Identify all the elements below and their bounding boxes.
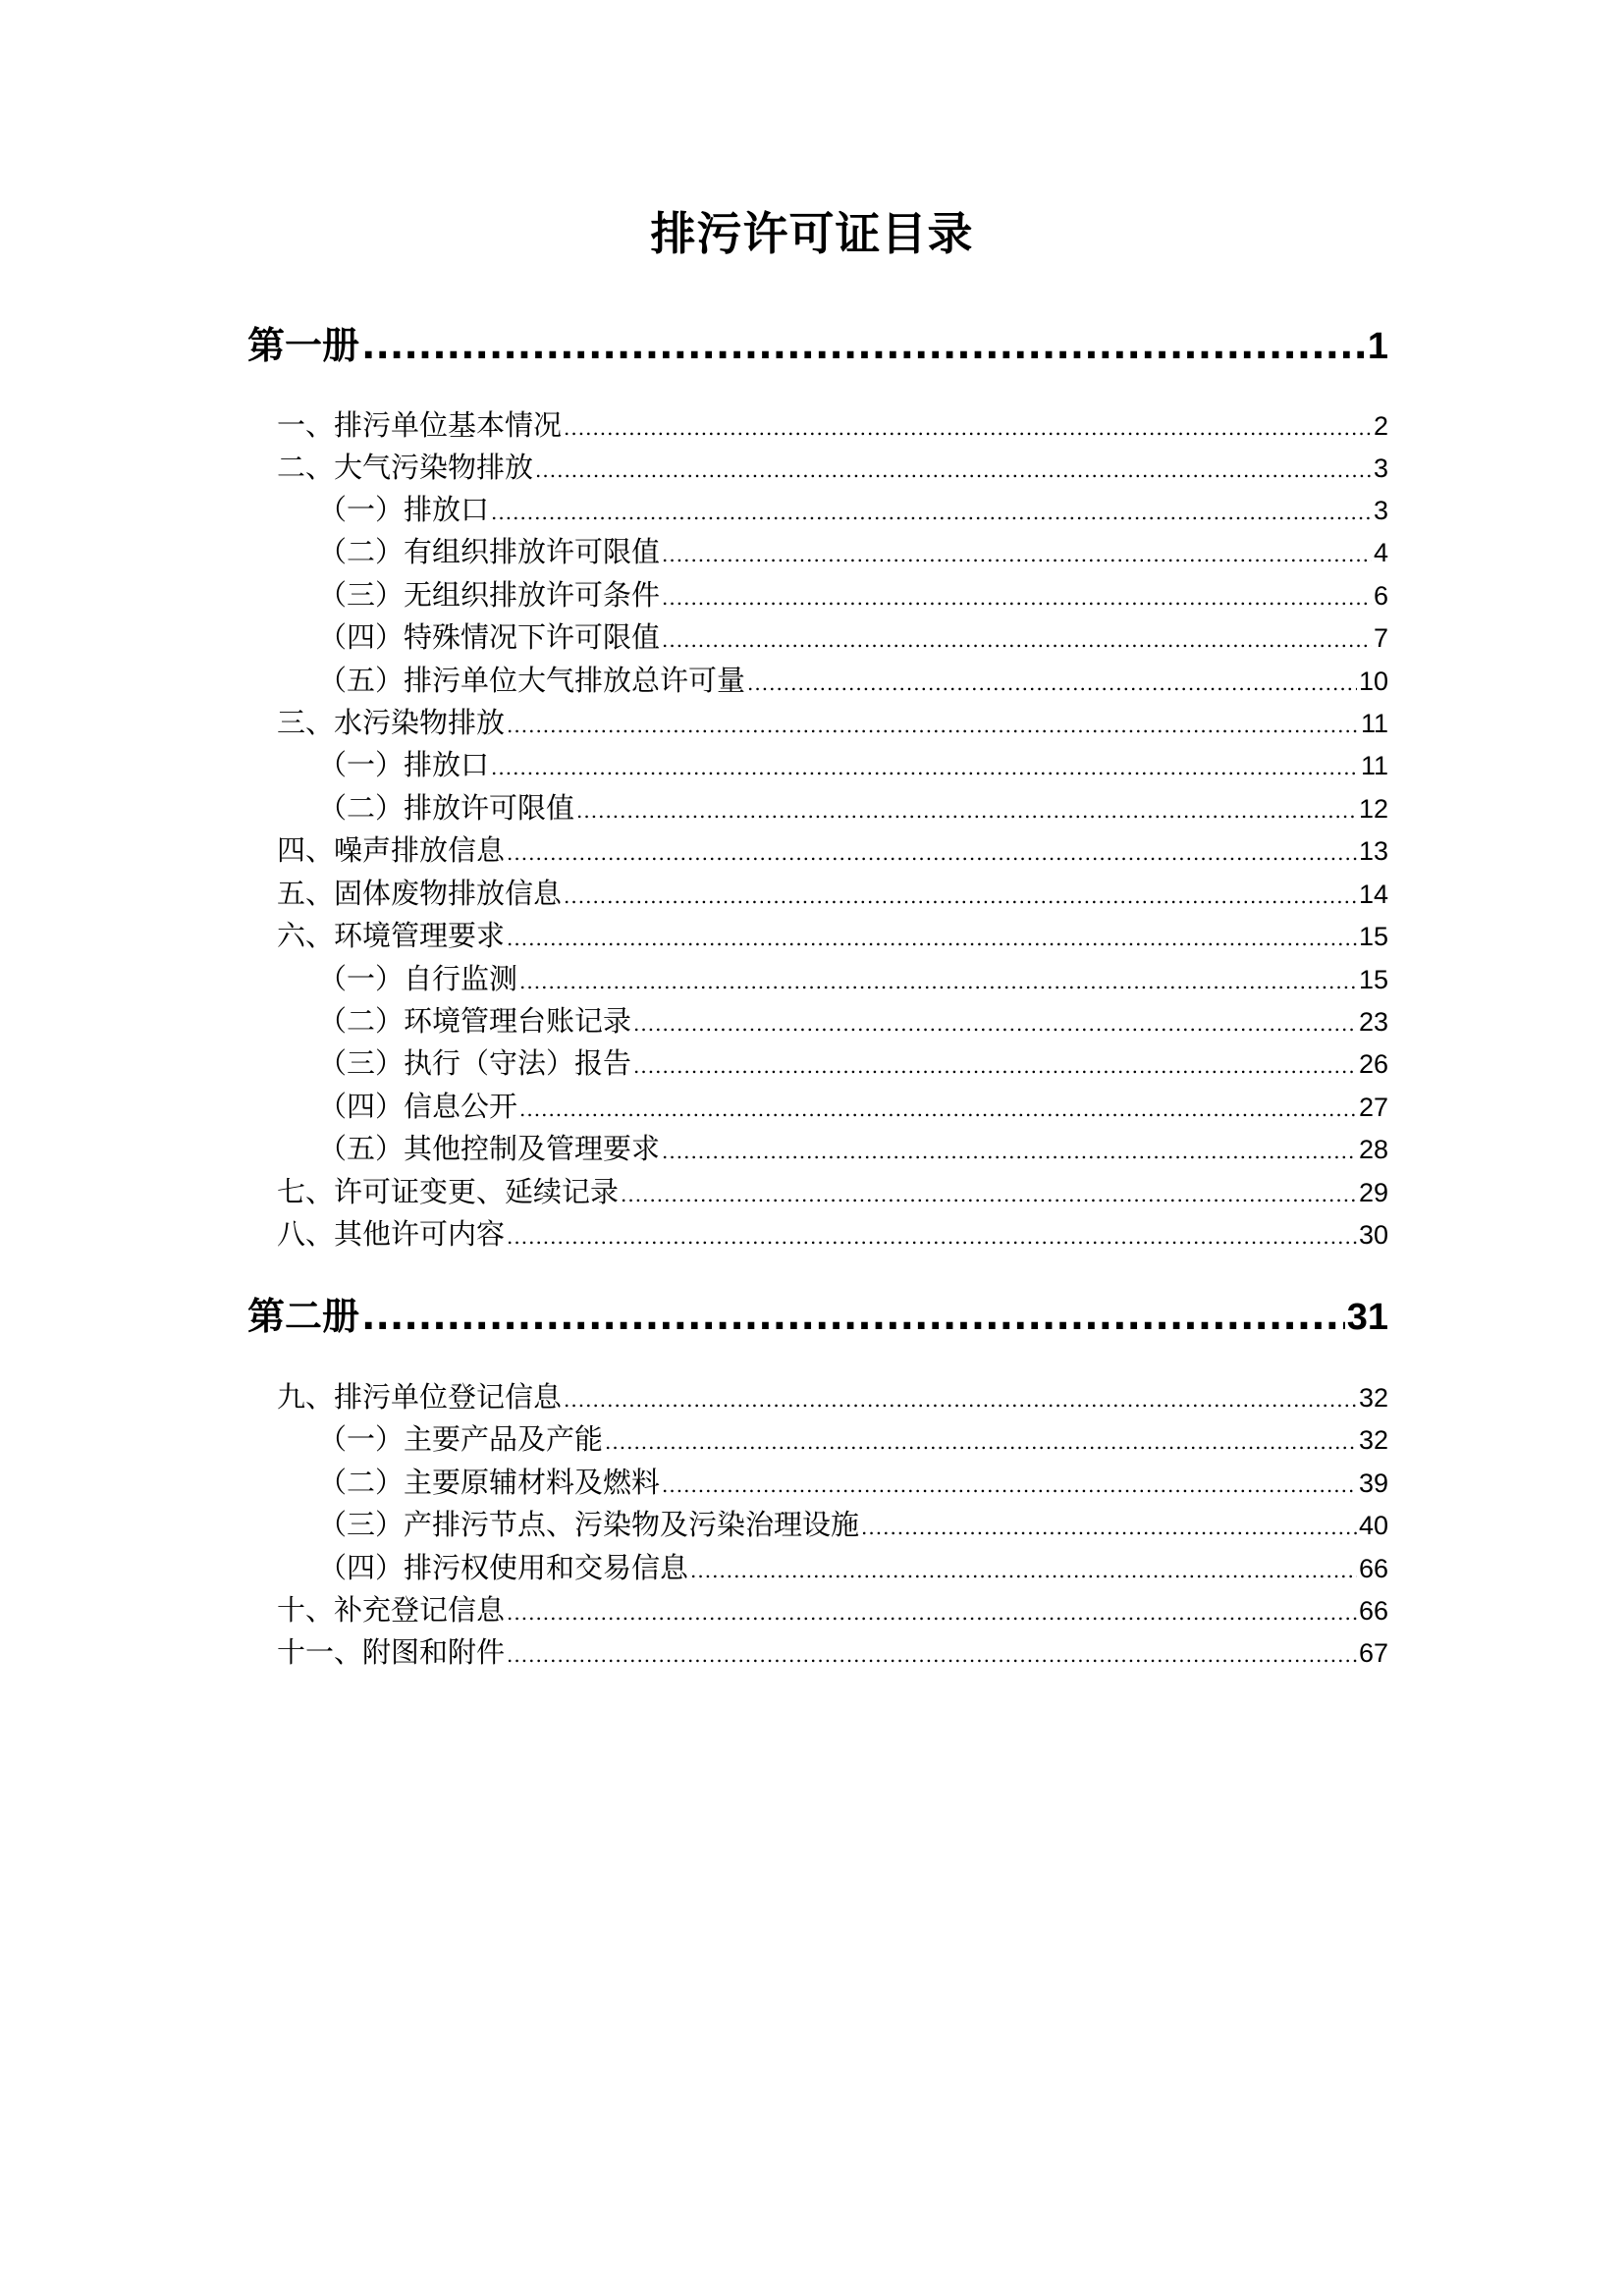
toc-page-number: 29 xyxy=(1358,1178,1388,1207)
toc-leader xyxy=(662,535,1372,574)
toc-leader xyxy=(507,706,1359,745)
toc-leader xyxy=(564,1380,1357,1419)
toc-page-number: 12 xyxy=(1358,794,1388,824)
toc-leader xyxy=(361,1292,1345,1341)
toc-entry-label: （五）排污单位大气排放总许可量 xyxy=(318,664,746,697)
toc-entry-label: 五、固体废物排放信息 xyxy=(277,877,563,910)
toc-entry-label: （三）无组织排放许可条件 xyxy=(318,578,661,612)
toc-entry[interactable] xyxy=(247,916,1388,958)
toc-entry-label: （二）有组织排放许可限值 xyxy=(318,535,661,568)
toc-leader xyxy=(605,1422,1357,1462)
toc-entry-label: 十、补充登记信息 xyxy=(277,1593,506,1627)
toc-entry-label: 四、噪声排放信息 xyxy=(277,833,506,867)
toc-entry-label: （二）主要原辅材料及燃料 xyxy=(318,1466,661,1499)
toc-leader xyxy=(690,1551,1357,1590)
toc-entry[interactable] xyxy=(247,703,1388,745)
toc-page-number: 10 xyxy=(1358,667,1388,696)
toc-leader xyxy=(491,748,1359,787)
toc-entry-label: （三）产排污节点、污染物及污染治理设施 xyxy=(318,1508,860,1541)
toc-entry-label: 二、大气污染物排放 xyxy=(277,451,534,484)
toc-entry-label: （一）排放口 xyxy=(318,493,490,526)
toc-page-number: 3 xyxy=(1373,496,1388,525)
toc-entry[interactable] xyxy=(247,745,1388,787)
toc-leader xyxy=(564,408,1372,448)
toc-leader xyxy=(633,1046,1357,1086)
toc-entry-label: 十一、附图和附件 xyxy=(277,1635,506,1669)
toc-page-number: 6 xyxy=(1373,581,1388,611)
toc-entry[interactable] xyxy=(247,405,1388,448)
toc-entry[interactable] xyxy=(247,1214,1388,1256)
toc-page-number: 1 xyxy=(1367,326,1388,367)
toc-volume-label: 第二册 xyxy=(247,1295,360,1338)
toc-page-number: 66 xyxy=(1358,1596,1388,1626)
toc-page-number: 13 xyxy=(1358,836,1388,866)
toc-entry-label: （二）排放许可限值 xyxy=(318,791,575,825)
toc-page-number: 30 xyxy=(1358,1220,1388,1250)
toc-entry[interactable] xyxy=(247,661,1388,703)
toc-entry-label: 八、其他许可内容 xyxy=(277,1217,506,1251)
toc-page-number: 27 xyxy=(1358,1093,1388,1122)
toc-entry[interactable] xyxy=(247,448,1388,490)
toc-entry[interactable] xyxy=(247,959,1388,1001)
toc-leader xyxy=(662,1466,1357,1505)
toc-entry-label: 九、排污单位登记信息 xyxy=(277,1380,563,1414)
toc-page-number: 32 xyxy=(1358,1383,1388,1413)
toc-leader xyxy=(564,877,1357,916)
toc-leader xyxy=(507,1635,1357,1675)
toc-page-number: 2 xyxy=(1373,411,1388,441)
toc-leader xyxy=(491,493,1372,532)
toc-leader xyxy=(519,962,1357,1001)
toc-leader xyxy=(507,1593,1357,1632)
toc-leader xyxy=(535,451,1372,490)
toc-page-number: 4 xyxy=(1373,538,1388,567)
page-title: 排污许可证目录 xyxy=(650,207,974,260)
toc-entry-label: （一）主要产品及产能 xyxy=(318,1422,604,1456)
toc-entry[interactable] xyxy=(247,788,1388,830)
toc-leader xyxy=(662,578,1372,617)
toc-page-number: 66 xyxy=(1358,1554,1388,1583)
toc-entry-label: （一）自行监测 xyxy=(318,962,518,995)
toc-page-number: 67 xyxy=(1358,1638,1388,1668)
toc-entry[interactable] xyxy=(247,1129,1388,1171)
toc-page-number: 11 xyxy=(1360,751,1388,780)
toc-entry[interactable] xyxy=(247,830,1388,873)
toc-leader xyxy=(507,1217,1357,1256)
toc-page-number: 15 xyxy=(1358,922,1388,951)
toc-page-number: 28 xyxy=(1358,1135,1388,1164)
toc-page-number: 32 xyxy=(1358,1425,1388,1455)
toc-leader xyxy=(747,664,1357,703)
toc-entry[interactable] xyxy=(247,1632,1388,1675)
toc-leader xyxy=(507,919,1357,958)
toc-page-number: 3 xyxy=(1373,454,1388,483)
toc-entry[interactable] xyxy=(247,1043,1388,1086)
toc-entry-label: 三、水污染物排放 xyxy=(277,706,506,739)
toc-entry[interactable] xyxy=(247,1590,1388,1632)
toc-leader xyxy=(621,1175,1357,1214)
toc-page-number: 7 xyxy=(1373,623,1388,653)
toc-leader xyxy=(576,791,1357,830)
toc-entry-label: （四）信息公开 xyxy=(318,1090,518,1123)
toc-page-number: 31 xyxy=(1346,1297,1388,1338)
toc-leader xyxy=(519,1090,1357,1129)
toc-entry[interactable] xyxy=(247,575,1388,617)
toc-entry-label: 一、排污单位基本情况 xyxy=(277,408,563,442)
toc-page-number: 11 xyxy=(1360,709,1388,738)
toc-volume-1[interactable] xyxy=(247,321,1388,371)
toc-entry[interactable] xyxy=(247,1419,1388,1462)
toc-entry-label: （二）环境管理台账记录 xyxy=(318,1004,632,1038)
toc-leader xyxy=(861,1508,1357,1547)
toc-leader xyxy=(633,1004,1357,1043)
toc-entry-label: （三）执行（守法）报告 xyxy=(318,1046,632,1080)
toc-page-number: 39 xyxy=(1358,1468,1388,1498)
toc-entry[interactable] xyxy=(247,874,1388,916)
toc-entry[interactable] xyxy=(247,1172,1388,1214)
toc-leader xyxy=(662,620,1372,660)
toc-page-number: 23 xyxy=(1358,1007,1388,1037)
toc-entry-label: （四）特殊情况下许可限值 xyxy=(318,620,661,654)
toc-volume-label: 第一册 xyxy=(247,324,360,367)
toc-leader xyxy=(662,1132,1357,1171)
toc-entry[interactable] xyxy=(247,490,1388,532)
toc-entry-label: 六、环境管理要求 xyxy=(277,919,506,952)
toc-page-number: 40 xyxy=(1358,1511,1388,1540)
toc-leader xyxy=(361,321,1366,370)
toc-volume-2[interactable] xyxy=(247,1292,1388,1342)
toc-entry[interactable] xyxy=(247,617,1388,660)
toc-entry-label: （一）排放口 xyxy=(318,748,490,781)
toc-page-number: 15 xyxy=(1358,965,1388,994)
toc-page-number: 14 xyxy=(1358,880,1388,909)
toc-page-number: 26 xyxy=(1358,1049,1388,1079)
toc-entry[interactable] xyxy=(247,1087,1388,1129)
toc-entry[interactable] xyxy=(247,532,1388,574)
toc-entry[interactable] xyxy=(247,1548,1388,1590)
toc-entry[interactable] xyxy=(247,1505,1388,1547)
toc-leader xyxy=(507,833,1357,873)
toc-entry-label: 七、许可证变更、延续记录 xyxy=(277,1175,620,1208)
toc-entry-label: （四）排污权使用和交易信息 xyxy=(318,1551,689,1584)
toc-entry[interactable] xyxy=(247,1463,1388,1505)
toc-entry[interactable] xyxy=(247,1377,1388,1419)
toc-entry[interactable] xyxy=(247,1001,1388,1043)
toc-entry-label: （五）其他控制及管理要求 xyxy=(318,1132,661,1165)
